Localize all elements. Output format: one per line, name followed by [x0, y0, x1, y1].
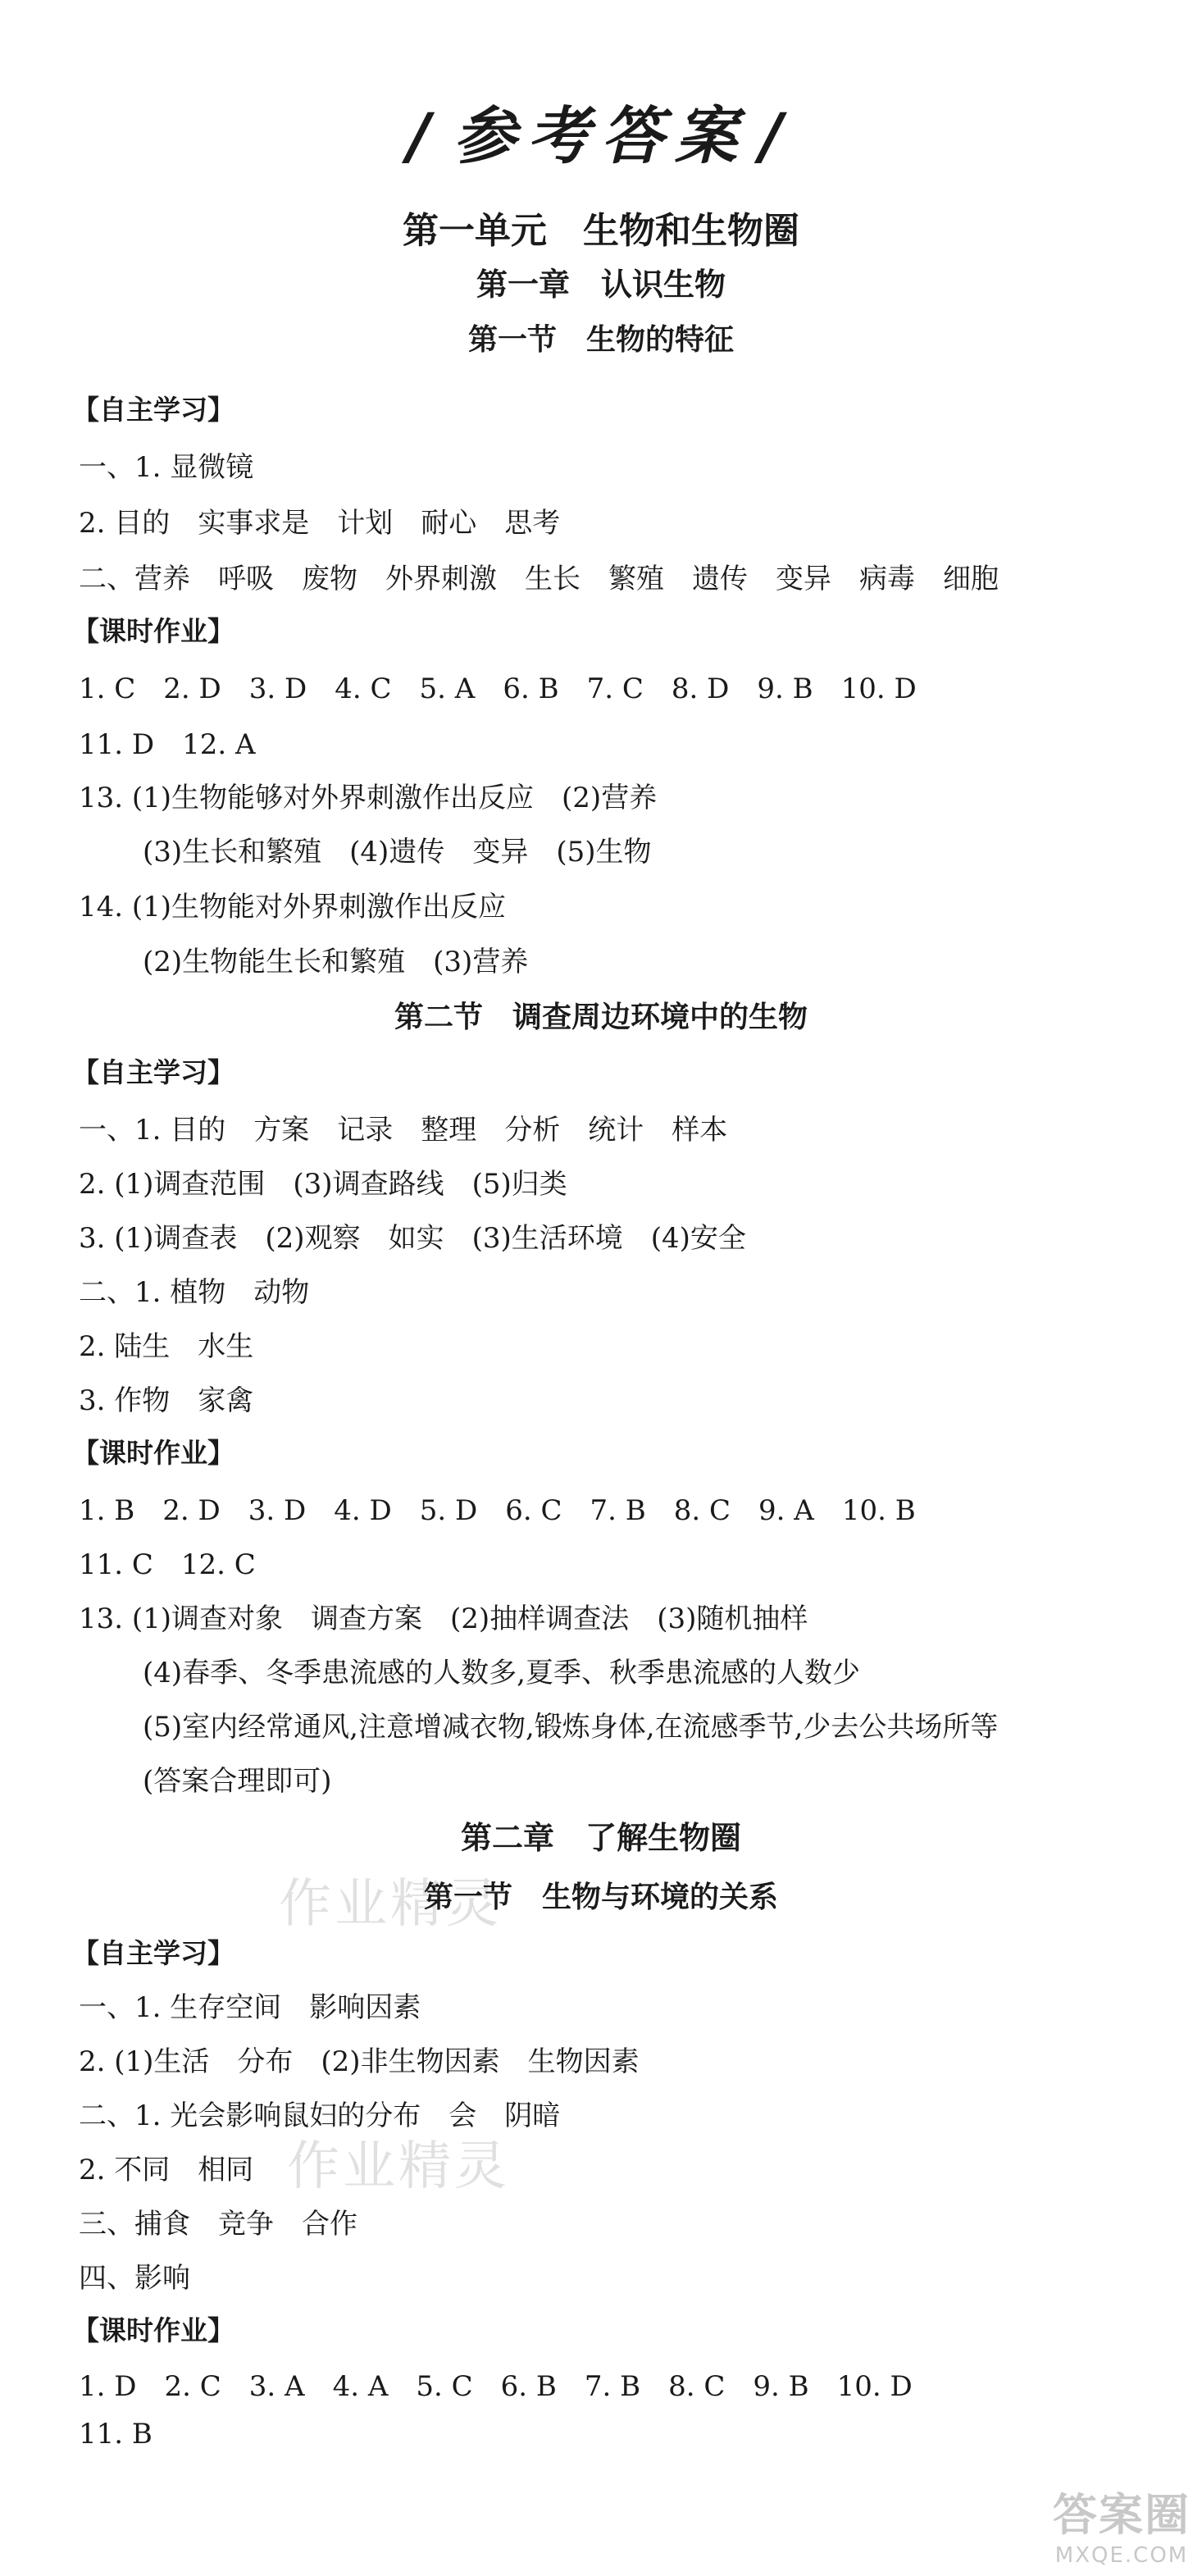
ch1-s2-homework-line: 11. C 12. C [79, 1548, 256, 1581]
ch1-s1-homework-line: 1. C 2. D 3. D 4. C 5. A 6. B 7. C 8. D 9. B 10. D [79, 672, 917, 705]
ch1-s1-title: 第一节 生物的特征 [467, 323, 734, 357]
ch1-s1-homework-line: 14. (1)生物能对外界刺激作出反应 [79, 891, 507, 923]
ch2-s1-homework-label: 【课时作业】 [72, 2314, 234, 2346]
ch1-s2-self-study-line: 一、1. 目的 方案 记录 整理 分析 统计 样本 [79, 1114, 728, 1147]
banner-slash-right: / [760, 99, 795, 172]
ch1-s2-self-study-line: 二、1. 植物 动物 [79, 1276, 310, 1309]
ch1-s2-title: 第二节 调查周边环境中的生物 [394, 1001, 808, 1034]
ch1-s1-homework-line: 13. (1)生物能够对外界刺激作出反应 (2)营养 [79, 782, 658, 814]
ch1-s1-homework-line: (3)生长和繁殖 (4)遗传 变异 (5)生物 [143, 836, 652, 869]
chapter2-title: 第二章 了解生物圈 [460, 1820, 741, 1856]
ch1-s1-self-study-line: 一、1. 显微镜 [79, 451, 254, 484]
ch2-s1-title: 第一节 生物与环境的关系 [423, 1881, 778, 1914]
ch1-s2-homework-line: (4)春季、冬季患流感的人数多,夏季、秋季患流感的人数少 [143, 1657, 860, 1689]
ch1-s2-homework-line: 1. B 2. D 3. D 4. D 5. D 6. C 7. B 8. C 9. A 10. B [79, 1494, 916, 1527]
ch1-s1-homework-label: 【课时作业】 [72, 615, 234, 647]
ch1-s2-self-study-line: 2. 陆生 水生 [79, 1330, 254, 1363]
chapter1-title: 第一章 认识生物 [476, 267, 726, 303]
answer-key-banner [0, 86, 1202, 176]
banner-slash-left: / [407, 99, 442, 172]
watermark-text: 作业精灵 [287, 2136, 510, 2197]
ch2-s1-self-study-line: 2. (1)生活 分布 (2)非生物因素 生物因素 [79, 2045, 640, 2078]
ch1-s1-self-study-label: 【自主学习】 [72, 394, 234, 426]
ch1-s1-self-study-line: 2. 目的 实事求是 计划 耐心 思考 [79, 507, 561, 540]
ch1-s2-homework-line: (答案合理即可) [143, 1765, 332, 1798]
ch1-s1-homework-line: (2)生物能生长和繁殖 (3)营养 [143, 946, 529, 978]
ch1-s2-homework-line: 13. (1)调查对象 调查方案 (2)抽样调查法 (3)随机抽样 [79, 1603, 808, 1635]
ch1-s2-homework-line: (5)室内经常通风,注意增减衣物,锻炼身体,在流感季节,少去公共场所等 [143, 1711, 999, 1744]
ch2-s1-self-study-line: 三、捕食 竞争 合作 [79, 2208, 357, 2241]
banner-title: 参考答案 [453, 99, 749, 172]
ch2-s1-self-study-line: 二、1. 光会影响鼠妇的分布 会 阴暗 [79, 2100, 561, 2132]
site-logo-watermark [1053, 2480, 1191, 2568]
ch1-s1-self-study-line: 二、营养 呼吸 废物 外界刺激 生长 繁殖 遗传 变异 病毒 细胞 [79, 563, 999, 595]
logo-domain: MXQE.COM [1054, 2543, 1189, 2568]
ch2-s1-self-study-label: 【自主学习】 [72, 1937, 234, 1969]
ch1-s2-self-study-label: 【自主学习】 [72, 1056, 234, 1088]
ch1-s2-self-study-line: 3. 作物 家禽 [79, 1384, 254, 1417]
ch1-s1-homework-line: 11. D 12. A [79, 728, 256, 761]
ch2-s1-self-study-line: 2. 不同 相同 [79, 2154, 254, 2186]
ch1-s2-self-study-line: 3. (1)调查表 (2)观察 如实 (3)生活环境 (4)安全 [79, 1222, 746, 1255]
logo-text: 答案圈 [1053, 2489, 1191, 2541]
ch2-s1-homework-line: 1. D 2. C 3. A 4. A 5. C 6. B 7. B 8. C 9. B 10. D [79, 2370, 913, 2403]
ch1-s2-self-study-line: 2. (1)调查范围 (3)调查路线 (5)归类 [79, 1168, 567, 1201]
watermark-text: 作业精灵 [279, 1874, 502, 1935]
ch1-s2-homework-label: 【课时作业】 [72, 1437, 234, 1469]
ch2-s1-self-study-line: 四、影响 [79, 2262, 190, 2295]
ch2-s1-self-study-line: 一、1. 生存空间 影响因素 [79, 1991, 421, 2024]
unit-title: 第一单元 生物和生物圈 [403, 210, 799, 252]
ch2-s1-homework-line: 11. B [79, 2418, 153, 2451]
